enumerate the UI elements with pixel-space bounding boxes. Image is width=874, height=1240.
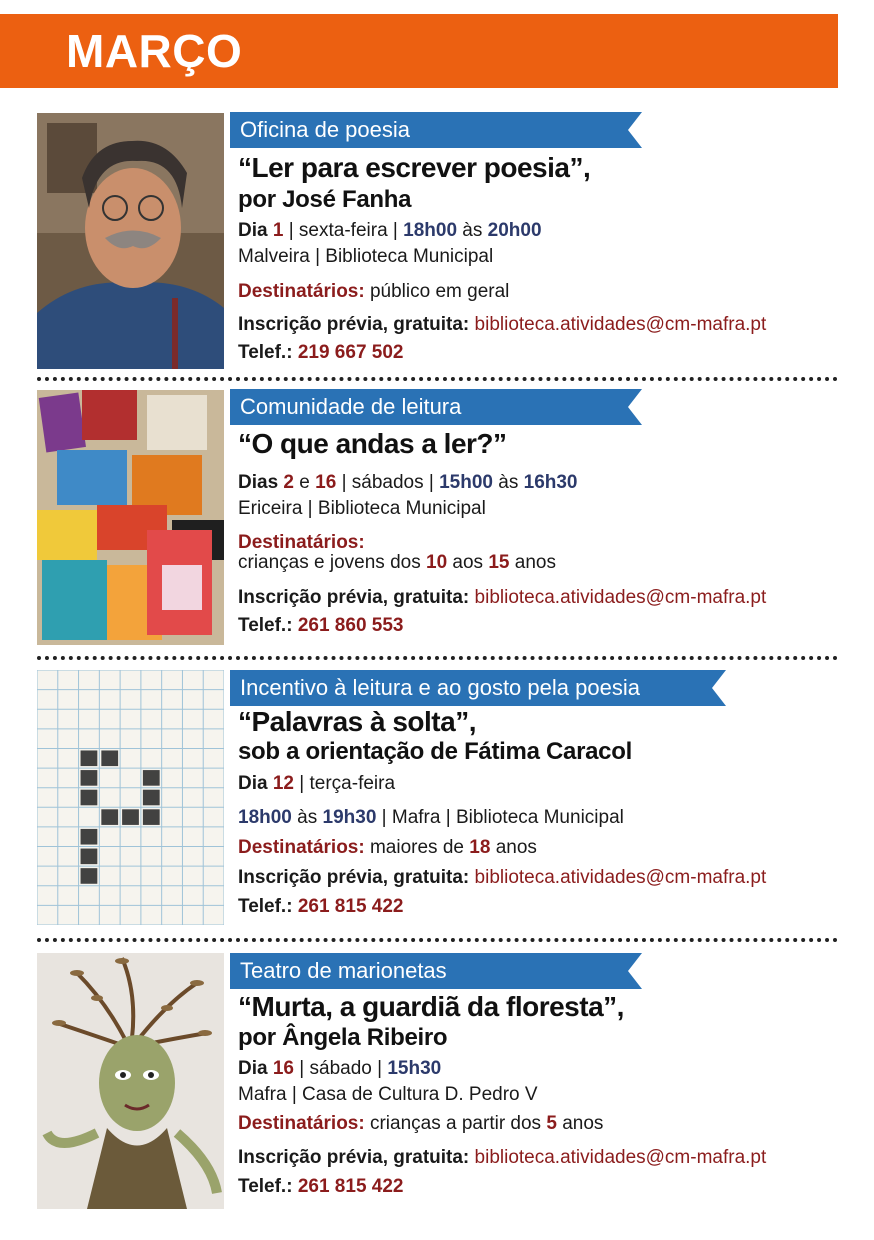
phone-number[interactable]: 261 860 553 bbox=[297, 615, 404, 636]
category-label: Comunidade de leitura bbox=[240, 394, 462, 419]
event-subtitle: sob a orientação de Fátima Caracol bbox=[238, 738, 632, 765]
event-schedule: Dias 2 e 16 | sábados | 15h00 às 16h30 bbox=[238, 472, 578, 493]
category-label: Teatro de marionetas bbox=[240, 958, 447, 983]
event-subtitle: por José Fanha bbox=[238, 186, 412, 213]
event-title: “Palavras à solta”, bbox=[238, 706, 476, 737]
event-location: Malveira | Biblioteca Municipal bbox=[238, 246, 494, 267]
email-link[interactable]: biblioteca.atividades@cm-mafra.pt bbox=[474, 1147, 767, 1168]
event-audience-label: Destinatários: bbox=[238, 532, 365, 553]
event-registration: Inscrição prévia, gratuita: biblioteca.atividades@cm-mafra.pt bbox=[238, 587, 767, 608]
event-phone: Telef.: 261 815 422 bbox=[238, 896, 404, 917]
puppet-photo bbox=[37, 953, 224, 1209]
event-audience: crianças e jovens dos 10 aos 15 anos bbox=[238, 552, 556, 573]
email-link[interactable]: biblioteca.atividades@cm-mafra.pt bbox=[474, 867, 767, 888]
phone-number[interactable]: 219 667 502 bbox=[297, 342, 404, 363]
dotted-separator bbox=[37, 377, 838, 381]
books-photo bbox=[37, 390, 224, 645]
event-subtitle: por Ângela Ribeiro bbox=[238, 1024, 448, 1051]
word-grid-photo bbox=[37, 670, 224, 925]
phone-number[interactable]: 261 815 422 bbox=[297, 1176, 404, 1197]
email-link[interactable]: biblioteca.atividades@cm-mafra.pt bbox=[474, 314, 767, 335]
event-title: “Murta, a guardiã da floresta”, bbox=[238, 991, 624, 1022]
event-location: Mafra | Casa de Cultura D. Pedro V bbox=[238, 1084, 538, 1105]
event-title: “O que andas a ler?” bbox=[238, 428, 507, 459]
email-link[interactable]: biblioteca.atividades@cm-mafra.pt bbox=[474, 587, 767, 608]
event-schedule: Dia 16 | sábado | 15h30 bbox=[238, 1058, 442, 1079]
event-registration: Inscrição prévia, gratuita: biblioteca.atividades@cm-mafra.pt bbox=[238, 314, 767, 335]
event-audience: Destinatários: crianças a partir dos 5 anos bbox=[238, 1113, 604, 1134]
dotted-separator bbox=[37, 656, 838, 660]
event-phone: Telef.: 261 815 422 bbox=[238, 1176, 404, 1197]
month-title: MARÇO bbox=[66, 25, 243, 77]
category-label: Oficina de poesia bbox=[240, 117, 410, 142]
event-time-location: 18h00 às 19h30 | Mafra | Biblioteca Municipal bbox=[238, 807, 624, 828]
event-audience: Destinatários: maiores de 18 anos bbox=[238, 837, 537, 858]
dotted-separator bbox=[37, 938, 838, 942]
month-header bbox=[0, 14, 838, 88]
phone-number[interactable]: 261 815 422 bbox=[297, 896, 404, 917]
event-title: “Ler para escrever poesia”, bbox=[238, 152, 591, 183]
event-registration: Inscrição prévia, gratuita: biblioteca.atividades@cm-mafra.pt bbox=[238, 1147, 767, 1168]
event-phone: Telef.: 261 860 553 bbox=[238, 615, 404, 636]
event-registration: Inscrição prévia, gratuita: biblioteca.atividades@cm-mafra.pt bbox=[238, 867, 767, 888]
poet-photo bbox=[37, 113, 224, 369]
event-schedule: Dia 1 | sexta-feira | 18h00 às 20h00 bbox=[238, 220, 542, 241]
event-phone: Telef.: 219 667 502 bbox=[238, 342, 404, 363]
event-location: Ericeira | Biblioteca Municipal bbox=[238, 498, 486, 519]
event-audience: Destinatários: público em geral bbox=[238, 281, 510, 302]
event-schedule: Dia 12 | terça-feira bbox=[238, 773, 396, 794]
category-label: Incentivo à leitura e ao gosto pela poesia bbox=[240, 675, 640, 700]
